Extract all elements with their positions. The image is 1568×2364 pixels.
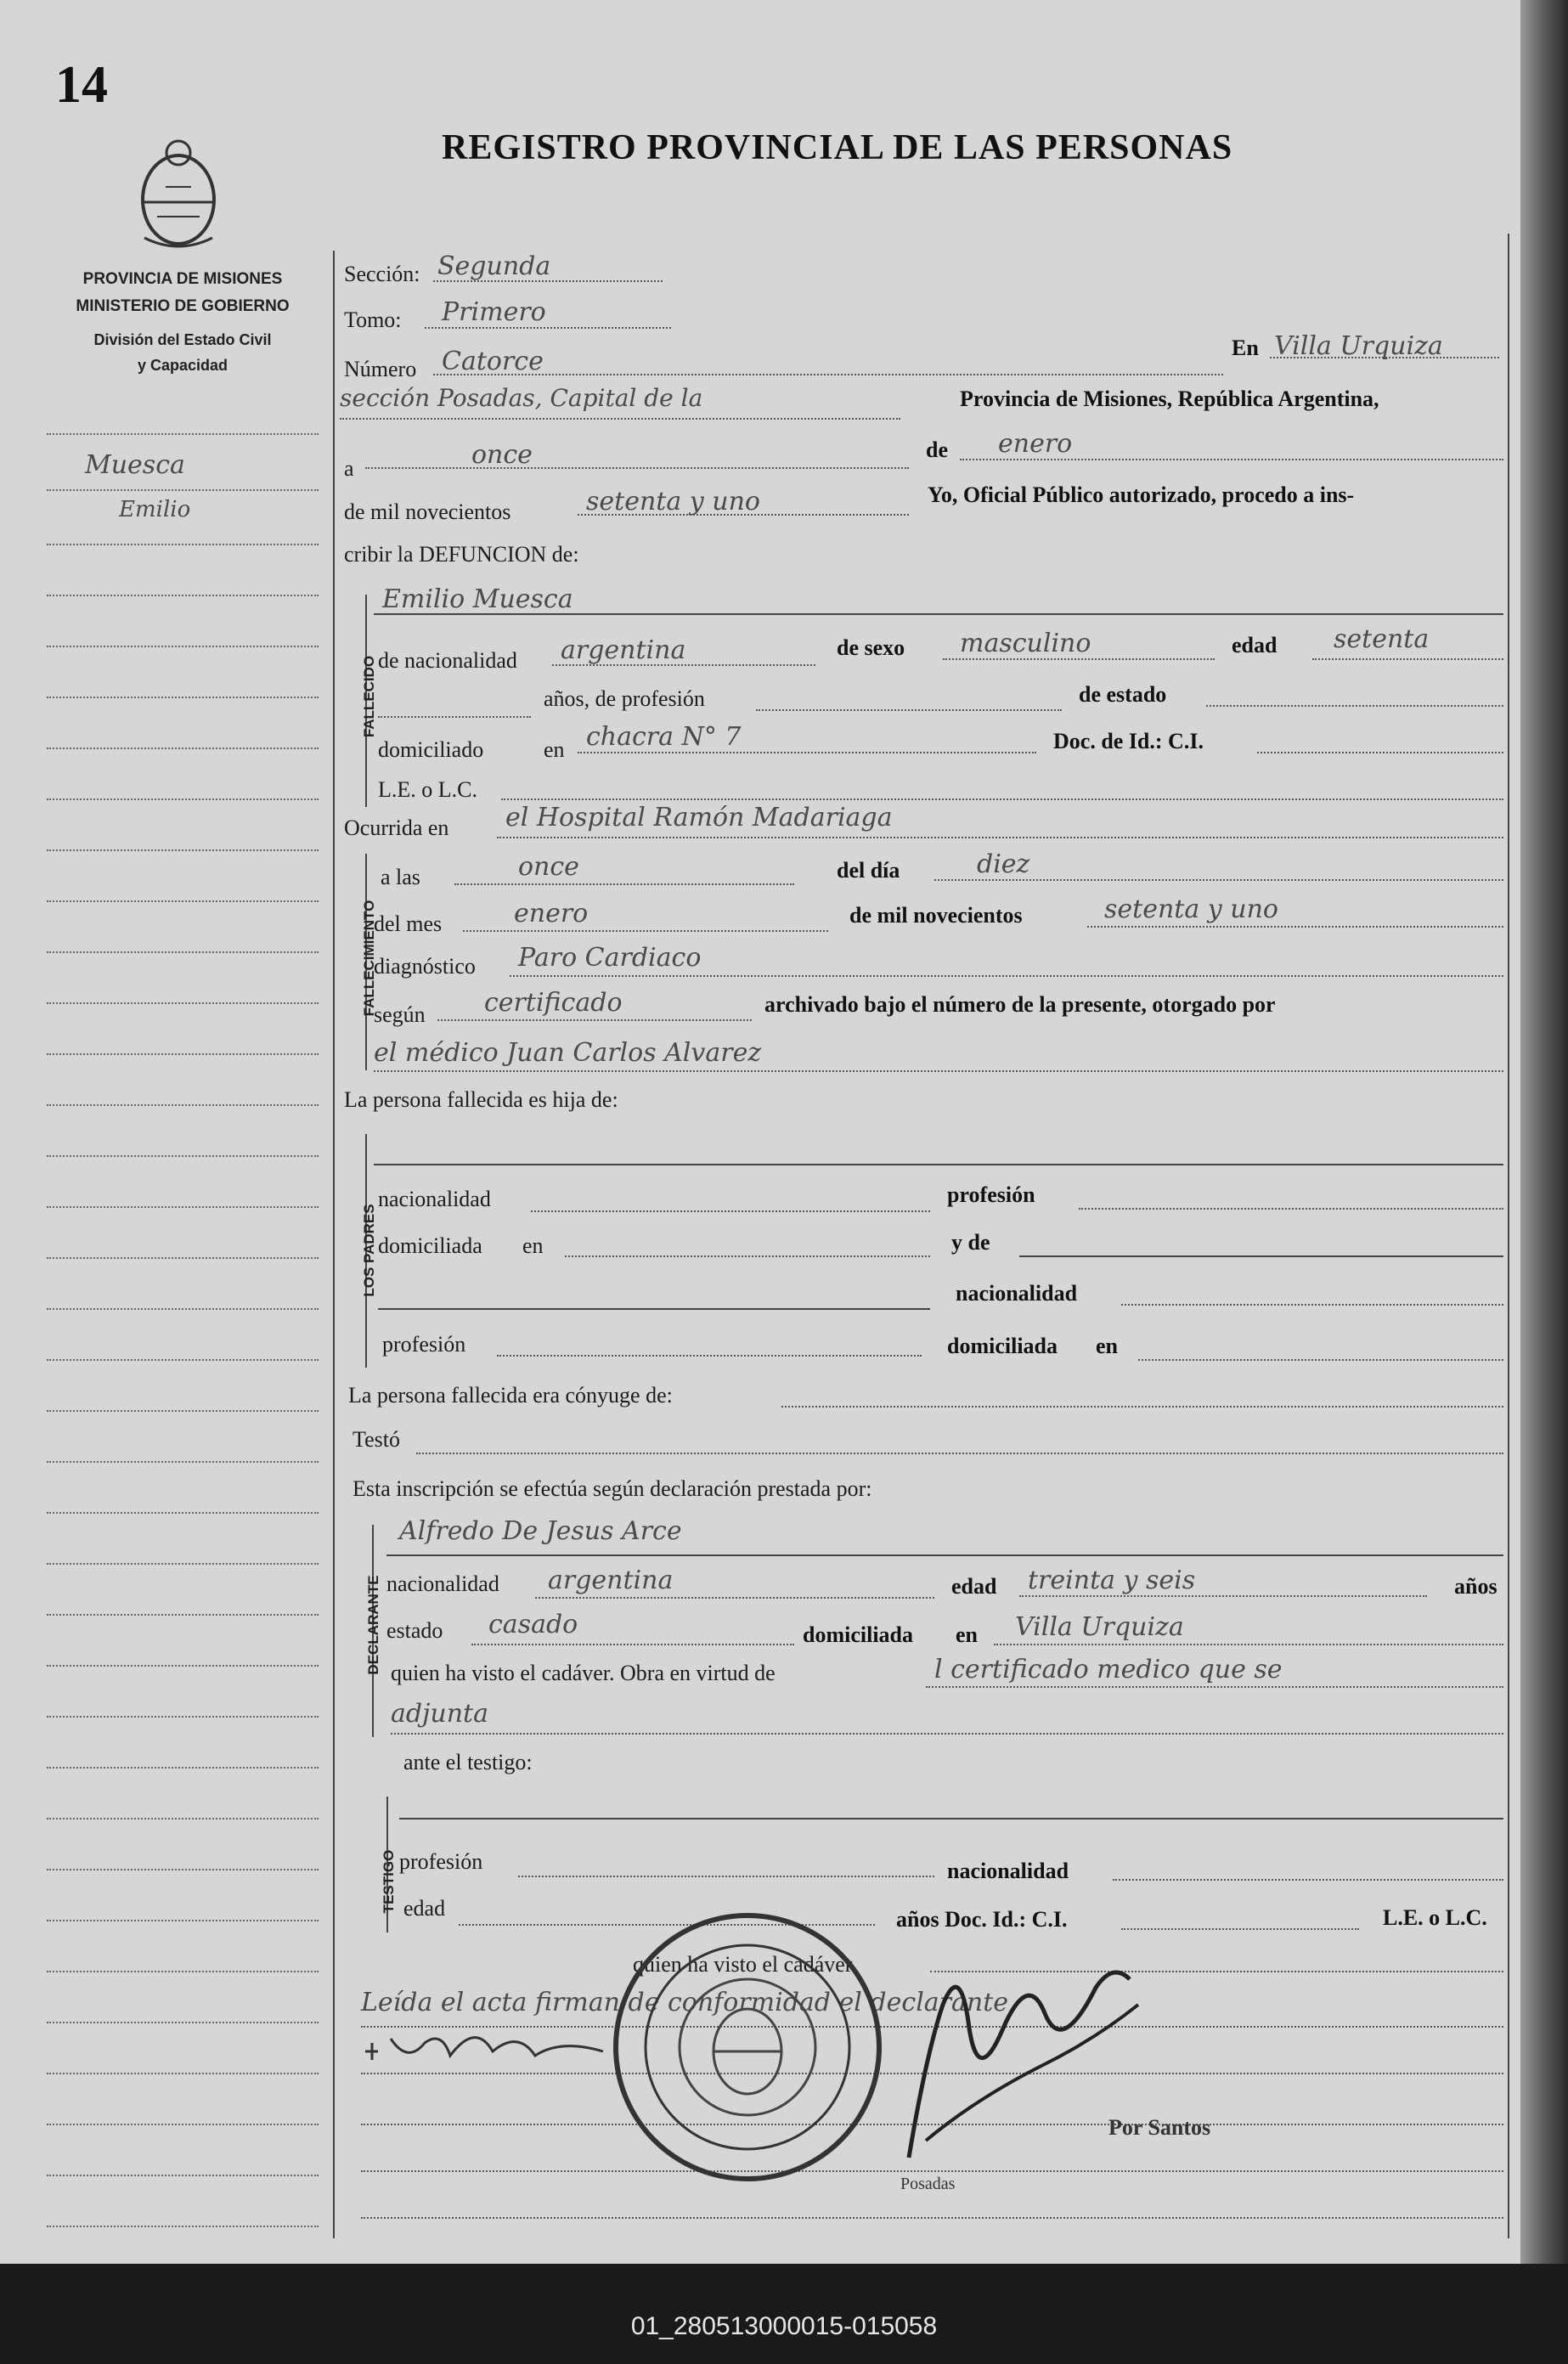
agency-line-3: División del Estado Civil — [93, 331, 272, 348]
testigo-edad-label: edad — [403, 1896, 446, 1921]
declarante-edad-value: treinta y seis — [1028, 1566, 1196, 1595]
page-number: 14 — [55, 56, 108, 114]
testigo-anios-label: años Doc. Id.: C.I. — [896, 1907, 1068, 1932]
declarante-nacionalidad-value: argentina — [548, 1566, 674, 1595]
fallecido-sexo-label: de sexo — [837, 635, 905, 660]
dia-value: diez — [977, 849, 1030, 879]
right-border — [1508, 234, 1509, 2238]
agency-line-4: y Capacidad — [137, 357, 228, 374]
cribir-text: cribir la DEFUNCION de: — [344, 542, 579, 567]
signature-right-icon — [875, 1954, 1155, 2175]
fallecido-nacionalidad-label: de nacionalidad — [378, 648, 517, 673]
anio-value: setenta y uno — [586, 487, 760, 516]
en-label: En — [1232, 336, 1259, 360]
declarante-edad-label: edad — [951, 1574, 997, 1599]
hora-label: a las — [381, 865, 420, 889]
padres-nacionalidad-label: nacionalidad — [378, 1187, 491, 1211]
signature-left-icon — [357, 2005, 637, 2081]
fallecido-domicilio-label: domiciliado — [378, 737, 484, 762]
declarante-visto-value: l certificado medico que se — [934, 1655, 1283, 1684]
column-divider — [333, 251, 335, 2238]
testigo-nacionalidad-label: nacionalidad — [947, 1859, 1069, 1883]
numero-label: Número — [344, 357, 417, 381]
declarante-estado-label: estado — [386, 1618, 443, 1643]
en-value: Villa Urquiza — [1274, 331, 1443, 361]
place-line-2: sección Posadas, Capital de la — [340, 384, 703, 412]
dia-label: del día — [837, 858, 900, 883]
leida-text: Leída el acta firman de conformidad el declarante — [361, 1988, 1009, 2017]
numero-value: Catorce — [442, 347, 544, 376]
archivado-text: archivado bajo el número de la presente, otorgado por — [764, 992, 1276, 1017]
page-title: REGISTRO PROVINCIAL DE LAS PERSONAS — [442, 128, 1233, 167]
mes-value: enero — [514, 899, 589, 928]
declarante-domicilio-value: Villa Urquiza — [1015, 1612, 1184, 1642]
oficial-text: Yo, Oficial Público autorizado, procedo a ins- — [928, 482, 1355, 507]
padres-domiciliada2-label: domiciliada — [947, 1334, 1058, 1358]
fallecido-anios-label: años, de profesión — [544, 686, 705, 711]
declarante-nacionalidad-label: nacionalidad — [386, 1571, 499, 1596]
official-seal-icon — [607, 1907, 888, 2187]
declarante-visto-label: quien ha visto el cadáver. Obra en virtud de — [391, 1661, 776, 1685]
firma-sub: Posadas — [900, 2175, 956, 2193]
coat-of-arms-icon — [132, 136, 225, 255]
testigo-ante-label: ante el testigo: — [403, 1750, 533, 1774]
fallecido-le-label: L.E. o L.C. — [378, 777, 477, 802]
margin-name: Emilio — [119, 497, 191, 522]
fallecimiento-anio-label: de mil novecientos — [849, 903, 1023, 928]
fallecido-nombre: Emilio Muesca — [382, 584, 573, 614]
fallecido-estado-label: de estado — [1079, 682, 1167, 707]
conyuge-label: La persona fallecida era cónyuge de: — [348, 1383, 673, 1408]
declarante-estado-value: casado — [488, 1610, 578, 1639]
padres-yde-label: y de — [951, 1230, 990, 1255]
testigo-visto-label: quien ha visto el cadáver — [633, 1952, 853, 1977]
provincia-label: Provincia de Misiones, República Argentina, — [960, 386, 1379, 411]
declarante-domiciliada-label: domiciliada — [803, 1622, 914, 1647]
segun-label: según — [374, 1002, 426, 1027]
padres-en2-label: en — [1096, 1334, 1118, 1358]
hija-label: La persona fallecida es hija de: — [344, 1087, 618, 1112]
agency-line-1: PROVINCIA DE MISIONES — [82, 270, 283, 288]
padres-profesion2-label: profesión — [382, 1332, 466, 1357]
padres-domiciliada-label: domiciliada — [378, 1233, 482, 1258]
declaracion-label: Esta inscripción se efectúa según declaración prestada por: — [353, 1476, 872, 1501]
dia-value: once — [471, 440, 533, 470]
padres-section-label: LOS PADRES — [361, 1204, 377, 1297]
testo-label: Testó — [353, 1427, 400, 1452]
fallecido-edad-label: edad — [1232, 633, 1278, 657]
firma-label: Por Santos — [1108, 2115, 1211, 2140]
seccion-label: Sección: — [344, 262, 420, 286]
seccion-value: Segunda — [437, 251, 551, 281]
declarante-anios-label: años — [1454, 1574, 1497, 1599]
testigo-profesion-label: profesión — [399, 1849, 483, 1874]
testigo-le-label: L.E. o L.C. — [1383, 1905, 1487, 1930]
fallecido-nacionalidad-value: argentina — [561, 635, 686, 665]
tomo-value: Primero — [442, 297, 546, 327]
mes-label: del mes — [374, 911, 443, 936]
declarante-nombre: Alfredo De Jesus Arce — [399, 1516, 682, 1546]
fallecido-section-label: FALLECIDO — [361, 655, 377, 738]
fallecido-doc-label: Doc. de Id.: C.I. — [1053, 729, 1204, 753]
declarante-section-label: DECLARANTE — [365, 1575, 381, 1675]
a-label: a — [344, 456, 354, 481]
padres-nacionalidad2-label: nacionalidad — [956, 1281, 1078, 1306]
page-edge — [1520, 0, 1568, 2264]
padres-profesion-label: profesión — [947, 1182, 1035, 1207]
medico-value: el médico Juan Carlos Alvarez — [374, 1038, 762, 1068]
anio-label: de mil novecientos — [344, 499, 511, 524]
fallecido-sexo-value: masculino — [960, 629, 1091, 658]
fallecido-domicilio-value: chacra N° 7 — [586, 722, 742, 752]
hora-value: once — [518, 852, 579, 882]
tomo-label: Tomo: — [344, 307, 402, 332]
diagnostico-value: Paro Cardiaco — [518, 943, 702, 973]
agency-line-2: MINISTERIO DE GOBIERNO — [76, 297, 290, 315]
margin-surname: Muesca — [85, 450, 185, 480]
testigo-section-label: TESTIGO — [381, 1849, 397, 1914]
declarante-visto-value-2: adjunta — [391, 1699, 488, 1729]
padres-en-label: en — [522, 1233, 544, 1258]
image-filename: 01_280513000015-015058 — [630, 2312, 938, 2340]
diagnostico-label: diagnóstico — [374, 954, 476, 979]
declarante-en-label: en — [956, 1622, 978, 1647]
fallecimiento-section-label: FALLECIMIENTO — [361, 900, 377, 1017]
mes-value: enero — [998, 429, 1073, 459]
segun-value: certificado — [484, 988, 623, 1018]
de-label: de — [926, 437, 948, 462]
fallecido-edad-value: setenta — [1334, 624, 1430, 654]
ocurrida-value: el Hospital Ramón Madariaga — [505, 803, 893, 832]
fallecimiento-anio-value: setenta y uno — [1104, 894, 1278, 924]
fallecido-en-label: en — [544, 737, 565, 762]
ocurrida-label: Ocurrida en — [344, 815, 449, 840]
